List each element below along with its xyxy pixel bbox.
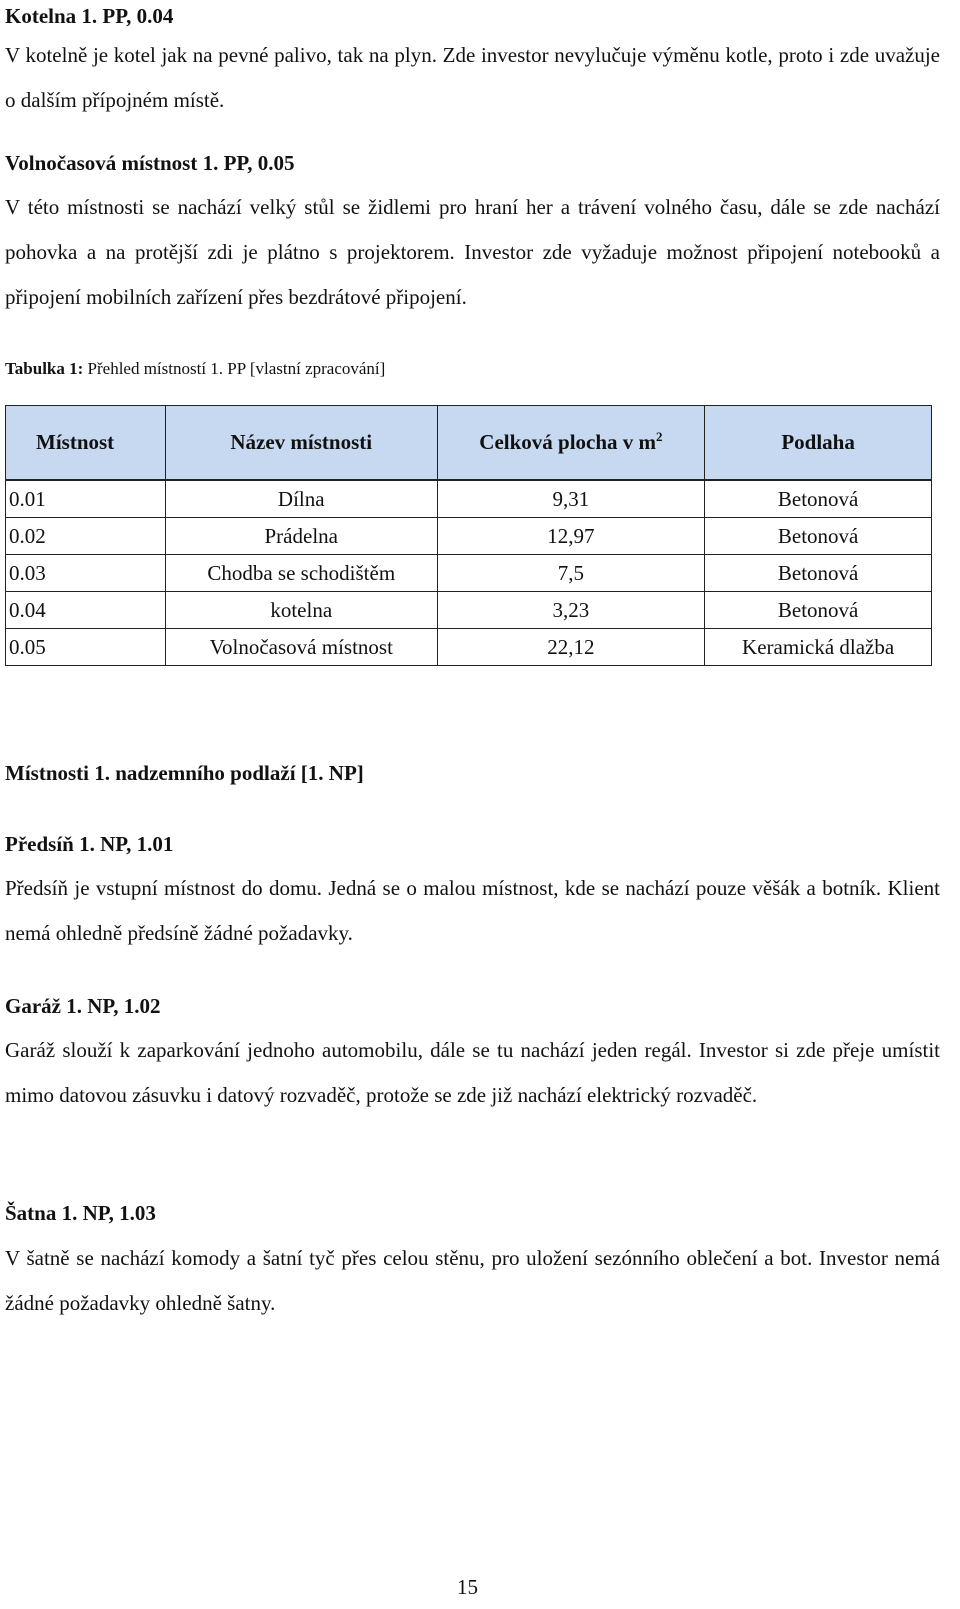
table-cell: Betonová <box>705 480 932 518</box>
table-cell: Keramická dlažba <box>705 629 932 666</box>
table-cell: 0.03 <box>6 555 166 592</box>
table-header-nazev: Název místnosti <box>165 406 437 481</box>
table-cell: Betonová <box>705 592 932 629</box>
section-paragraph-garaz: Garáž slouží k zaparkování jednoho automobilu, dále se tu nachází jeden regál. Investor si zde přeje umístit mimo datovou zásuvku i datový rozvaděč, protože se zde již nachází elektrický rozvaděč. <box>5 1038 940 1107</box>
table-row <box>6 629 932 666</box>
table-cell: kotelna <box>165 592 437 629</box>
table-cell: 0.05 <box>6 629 166 666</box>
table-cell: Betonová <box>705 555 932 592</box>
table-row <box>6 555 932 592</box>
rooms-table <box>5 405 932 666</box>
table-header-mistnost: Místnost <box>6 406 166 481</box>
table-cell: Betonová <box>705 518 932 555</box>
section-paragraph-volnocasova: V této místnosti se nachází velký stůl se židlemi pro hraní her a trávení volného času, dále se zde nachází pohovka a na protější zdi je plátno s projektorem. Investor zde vyžaduje možnost připojení notebooků a připojení mobilních zařízení přes bezdrátové připojení. <box>5 195 940 309</box>
table-cell: 22,12 <box>437 629 705 666</box>
table-cell: Prádelna <box>165 518 437 555</box>
table-cell: 12,97 <box>437 518 705 555</box>
table-header-podlaha: Podlaha <box>705 406 932 481</box>
table-cell: Chodba se schodištěm <box>165 555 437 592</box>
section-heading-garaz: Garáž 1. NP, 1.02 <box>5 994 161 1018</box>
table-cell: Volnočasová místnost <box>165 629 437 666</box>
section-heading-volnocasova: Volnočasová místnost 1. PP, 0.05 <box>5 151 295 175</box>
table-caption-text: Přehled místností 1. PP [vlastní zpracování] <box>83 359 386 378</box>
section-heading-kotelna: Kotelna 1. PP, 0.04 <box>5 4 174 28</box>
section-heading-satna: Šatna 1. NP, 1.03 <box>5 1201 156 1225</box>
table-row <box>6 480 932 518</box>
table-cell: 0.04 <box>6 592 166 629</box>
table-caption <box>5 358 940 380</box>
section-paragraph-predsin: Předsíň je vstupní místnost do domu. Jedná se o malou místnost, kde se nachází pouze věšák a botník. Klient nemá ohledně předsíně žádné požadavky. <box>5 876 940 945</box>
table-header-plocha <box>437 406 705 481</box>
section-heading-predsin: Předsíň 1. NP, 1.01 <box>5 832 174 856</box>
chapter-heading-1np: Místnosti 1. nadzemního podlaží [1. NP] <box>5 761 364 785</box>
section-paragraph-kotelna: V kotelně je kotel jak na pevné palivo, tak na plyn. Zde investor nevylučuje výměnu kotle, proto i zde uvažuje o dalším přípojném místě. <box>5 43 940 112</box>
table-header-plocha-text: Celková plocha v m <box>479 430 657 454</box>
table-cell: 0.01 <box>6 480 166 518</box>
table-header-row <box>6 406 932 481</box>
table-cell: 9,31 <box>437 480 705 518</box>
table-row <box>6 518 932 555</box>
table-row <box>6 592 932 629</box>
table-cell: 3,23 <box>437 592 705 629</box>
table-cell: 0.02 <box>6 518 166 555</box>
table-cell: 7,5 <box>437 555 705 592</box>
table-caption-label: Tabulka 1: <box>5 359 84 378</box>
page-number: 15 <box>457 1575 478 1599</box>
table-header-plocha-sup: 2 <box>656 429 663 444</box>
table-cell: Dílna <box>165 480 437 518</box>
section-paragraph-satna: V šatně se nachází komody a šatní tyč přes celou stěnu, pro uložení sezónního oblečení a bot. Investor nemá žádné požadavky ohledně šatny. <box>5 1246 940 1315</box>
